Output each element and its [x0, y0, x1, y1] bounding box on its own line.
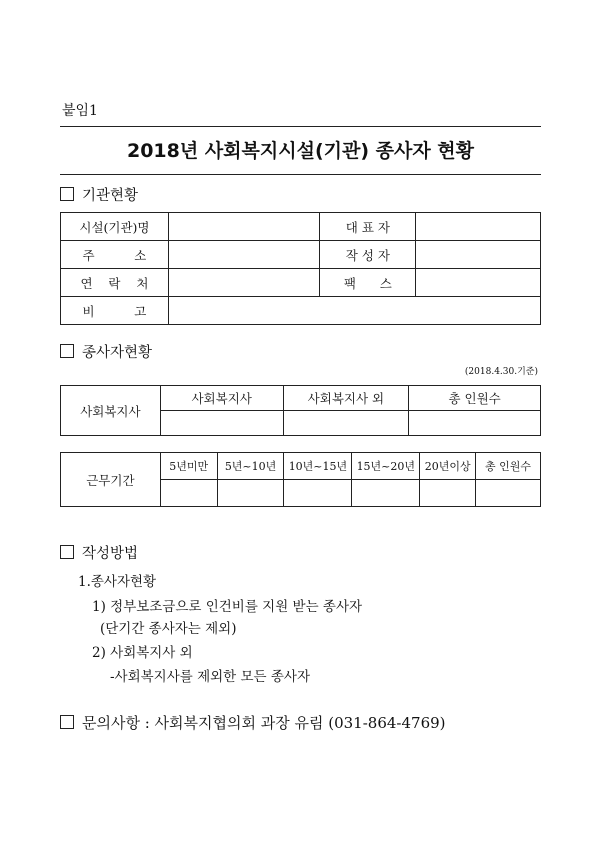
section-instructions-heading — [60, 542, 138, 563]
field-label-fax: 팩 스 — [320, 269, 416, 297]
input-cell[interactable] — [283, 411, 409, 436]
column-header: 총 인원수 — [409, 386, 541, 411]
field-value-address[interactable] — [168, 241, 320, 269]
column-header: 20년이상 — [420, 453, 476, 480]
input-cell[interactable] — [160, 411, 283, 436]
column-header: 15년~20년 — [352, 453, 420, 480]
input-cell[interactable] — [476, 480, 541, 507]
section-staff-heading — [60, 341, 152, 362]
field-value-facility-name[interactable] — [168, 213, 320, 241]
column-header: 총 인원수 — [476, 453, 541, 480]
input-cell[interactable] — [217, 480, 284, 507]
instruction-line: 2) 사회복지사 외 — [92, 645, 193, 661]
section-contact-heading — [60, 712, 446, 733]
table-row — [61, 269, 541, 297]
document-title: 2018년 사회복지시설(기관) 종사자 현황 — [126, 140, 475, 162]
field-label-address: 주 소 — [61, 241, 169, 269]
instruction-line: 1) 정부보조금으로 인건비를 지원 받는 종사자 — [92, 599, 363, 615]
input-cell[interactable] — [420, 480, 476, 507]
table-row — [61, 386, 541, 411]
input-cell[interactable] — [409, 411, 541, 436]
field-value-contact[interactable] — [168, 269, 320, 297]
table-row — [61, 241, 541, 269]
field-value-representative[interactable] — [416, 213, 541, 241]
section-heading-text: 작성방법 — [82, 546, 139, 562]
column-header: 사회복지사 — [160, 386, 283, 411]
field-value-remarks[interactable] — [168, 297, 540, 325]
checkbox-icon — [60, 344, 74, 358]
contact-info-text: 문의사항 : 사회복지협의회 과장 유림 (031-864-4769) — [82, 714, 446, 732]
field-value-writer[interactable] — [416, 241, 541, 269]
column-header: 5년~10년 — [217, 453, 284, 480]
field-label-representative: 대 표 자 — [320, 213, 416, 241]
institution-table — [60, 212, 541, 325]
table-row — [61, 453, 541, 480]
row-label-social-worker: 사회복지사 — [61, 386, 161, 436]
input-cell[interactable] — [160, 480, 217, 507]
checkbox-icon — [60, 187, 74, 201]
title-rule-top — [60, 126, 541, 127]
column-header: 5년미만 — [160, 453, 217, 480]
instruction-line: (단기간 종사자는 제외) — [100, 621, 237, 637]
service-period-table — [60, 452, 541, 507]
field-label-writer: 작 성 자 — [320, 241, 416, 269]
date-note: (2018.4.30.기준) — [464, 367, 538, 377]
section-heading-text: 기관현황 — [82, 188, 139, 204]
column-header: 10년~15년 — [284, 453, 352, 480]
input-cell[interactable] — [352, 480, 420, 507]
instruction-line: -사회복지사를 제외한 모든 종사자 — [110, 669, 311, 685]
social-worker-table — [60, 385, 541, 436]
field-value-fax[interactable] — [416, 269, 541, 297]
input-cell[interactable] — [284, 480, 352, 507]
attachment-label: 붙임1 — [62, 103, 98, 119]
field-label-contact: 연 락 처 — [61, 269, 169, 297]
field-label-remarks: 비 고 — [61, 297, 169, 325]
instruction-line: 1.종사자현황 — [78, 574, 157, 590]
checkbox-icon — [60, 545, 74, 559]
row-label-service-period: 근무기간 — [61, 453, 161, 507]
title-rule-bottom — [60, 174, 541, 175]
table-row — [61, 297, 541, 325]
column-header: 사회복지사 외 — [283, 386, 409, 411]
checkbox-icon — [60, 715, 74, 729]
section-institution-heading — [60, 184, 138, 205]
section-heading-text: 종사자현황 — [82, 345, 153, 361]
field-label-facility-name: 시설(기관)명 — [61, 213, 169, 241]
table-row — [61, 213, 541, 241]
